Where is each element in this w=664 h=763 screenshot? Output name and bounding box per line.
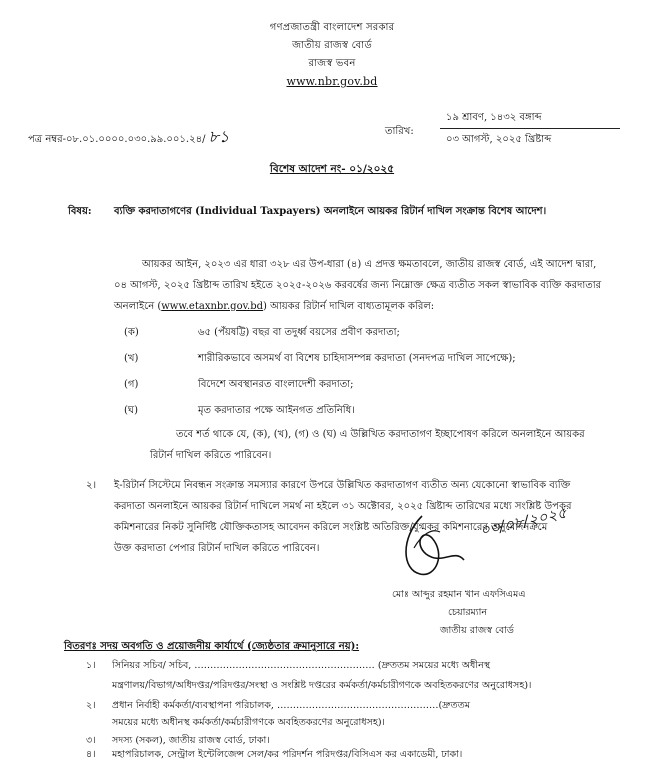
header-board: জাতীয় রাজস্ব বোর্ড [292, 40, 372, 51]
list-marker: (ঘ) [124, 405, 138, 416]
header-government: গণপ্রজাতন্ত্রী বাংলাদেশ সরকার [269, 22, 395, 33]
header-website-link[interactable]: www.nbr.gov.bd [286, 75, 378, 88]
distribution-item-line: প্রধান নির্বাহী কর্মকর্তা/ব্যবস্থাপনা পরিচালক, ……………………………………………(দ্রুততম [112, 700, 471, 711]
distribution-item-line: সময়ের মধ্যে অধীনস্থ কর্মকর্তা/কর্মচারীগণকে অবহিতকরণের অনুরোধসহ)। [112, 717, 385, 728]
para2-line1: ই-রিটার্ন সিস্টেমে নিবন্ধন সংক্রান্ত সমস্যার কারণে উপরে উল্লিখিত করদাতাগণ ব্যতীত অন্য যেকোনো স্বাভাবিক ব্যক্তি [114, 480, 571, 491]
signature-handwritten-date: ০৩/০৮/২০২৫ [478, 503, 569, 540]
date-bangla: ১৯ শ্রাবণ, ১৪৩২ বঙ্গাব্দ [446, 112, 542, 123]
proviso-line2: রিটার্ন দাখিল করিতে পারিবেন। [150, 450, 272, 461]
distribution-item-line: মহাপরিচালক, সেন্ট্রাল ইন্টেলিজেন্স সেল/কর পরিদর্শন পরিদপ্তর/বিসিএস কর একাডেমী, ঢাকা। [112, 749, 463, 760]
para1-line1: আয়কর আইন, ২০২৩ এর ধারা ৩২৮ এর উপ-ধারা (৪) এ প্রদত্ত ক্ষমতাবলে, জাতীয় রাজস্ব বোর্ড, এই আদেশ দ্বারা, [142, 259, 597, 270]
proviso-line1: তবে শর্ত থাকে যে, (ক), (খ), (গ) ও (ঘ) এ উল্লিখিত করদাতাগণ ইচ্ছাপোষণ করিলে অনলাইনে আয়কর [176, 429, 585, 440]
para2-line3: কমিশনারের নিকট সুনির্দিষ্ট যৌক্তিকতাসহ আবেদন করিলে সংশ্লিষ্ট অতিরিক্ত/যুগ্মকর কমিশনারের অনুমোদনক্রমে [114, 522, 548, 533]
subject-text: ব্যক্তি করদাতাগণের (Individual Taxpayers) অনলাইনে আয়কর রিটার্ন দাখিল সংক্রান্ত বিশেষ আদেশ। [114, 206, 547, 217]
para2-line2: করদাতা অনলাইনে আয়কর রিটার্ন দাখিলে সমর্থ না হইলে ৩১ অক্টোবর, ২০২৫ খ্রিষ্টাব্দ তারিখের মধ্যে সংশ্লিষ্ট উপকর [114, 501, 572, 512]
distribution-number: ২। [86, 700, 96, 711]
date-label: তারিখ: [385, 126, 414, 137]
distribution-item-line: সদস্য (সকল), জাতীয় রাজস্ব বোর্ড, ঢাকা। [112, 735, 270, 746]
list-marker: (গ) [124, 379, 139, 390]
list-item: ৬৫ (পঁয়ষট্টি) বছর বা তদুর্ধ্ব বয়সের প্রবীণ করদাতা; [198, 327, 400, 338]
list-item: মৃত করদাতার পক্ষে আইনগত প্রতিনিধি। [198, 405, 355, 416]
etax-link[interactable]: www.etaxnbr.gov.bd [161, 301, 264, 312]
signatory-organization: জাতীয় রাজস্ব বোর্ড [440, 625, 514, 636]
list-marker: (খ) [124, 353, 139, 364]
distribution-item-line: সিনিয়র সচিব/ সচিব, ………………………………………………… (দ্রুততম সময়ের মধ্যে অধীনস্থ [112, 660, 491, 671]
memo-reference [28, 124, 229, 151]
memo-reference-label: পত্র নম্বর-০৮.০১.০০০০.০৩০.৯৯.০০১.২৪/ [28, 134, 206, 145]
list-marker: (ক) [124, 327, 139, 338]
signatory-designation: চেয়ারম্যান [448, 607, 488, 618]
distribution-heading: বিতরণঃ সদয় অবগতি ও প্রয়োজনীয় কার্যার্থে (জ্যেষ্ঠতার ক্রমানুসারে নয়): [64, 641, 360, 652]
para1-line3 [114, 296, 434, 318]
distribution-number: ৪। [86, 749, 96, 760]
signatory-name: মোঃ আব্দুর রহমান খান এফসিএমএ [392, 589, 526, 600]
distribution-number: ৩। [86, 735, 96, 746]
para2-line4: উক্ত করদাতা পেপার রিটার্ন দাখিল করিতে পারিবেন। [114, 543, 320, 554]
memo-reference-handwritten: ৮১ [208, 127, 230, 146]
distribution-number: ১। [86, 660, 96, 671]
list-item: শারীরিকভাবে অসমর্থ বা বিশেষ চাহিদাসম্পন্ন করদাতা (সনদপত্র দাখিল সাপেক্ষে); [198, 353, 516, 364]
para1-line3-pre: অনলাইনে ( [114, 301, 162, 312]
subject-label: বিষয়: [68, 206, 92, 217]
para1-line2: ০৪ আগস্ট, ২০২৫ খ্রিষ্টাব্দ তারিখ হইতে ২০২৫-২০২৬ করবর্ষের জন্য নিম্নোক্ত ক্ষেত্র ব্যতীত সকল স্বাভাবিক ব্যক্তি করদাতার [114, 280, 602, 291]
date-divider [440, 128, 620, 129]
para2-number: ২। [86, 480, 97, 491]
distribution-item-line: মন্ত্রণালয়/বিভাগ/অধিদপ্তর/পরিদপ্তর/সংস্থা ও সংশ্লিষ্ট দপ্তরের কর্মকর্তা/কর্মচারীগণকে অবহিতকরণের অনুরোধসহ)। [112, 680, 532, 691]
order-title: বিশেষ আদেশ নং- ০১/২০২৫ [269, 163, 395, 175]
header-building: রাজস্ব ভবন [308, 58, 356, 69]
list-item: বিদেশে অবস্থানরত বাংলাদেশী করদাতা; [198, 379, 354, 390]
para1-line3-post: ) আয়কর রিটার্ন দাখিল বাধ্যতামূলক করিল: [263, 301, 435, 312]
date-english: ০৩ আগস্ট, ২০২৫ খ্রিষ্টাব্দ [446, 134, 552, 145]
